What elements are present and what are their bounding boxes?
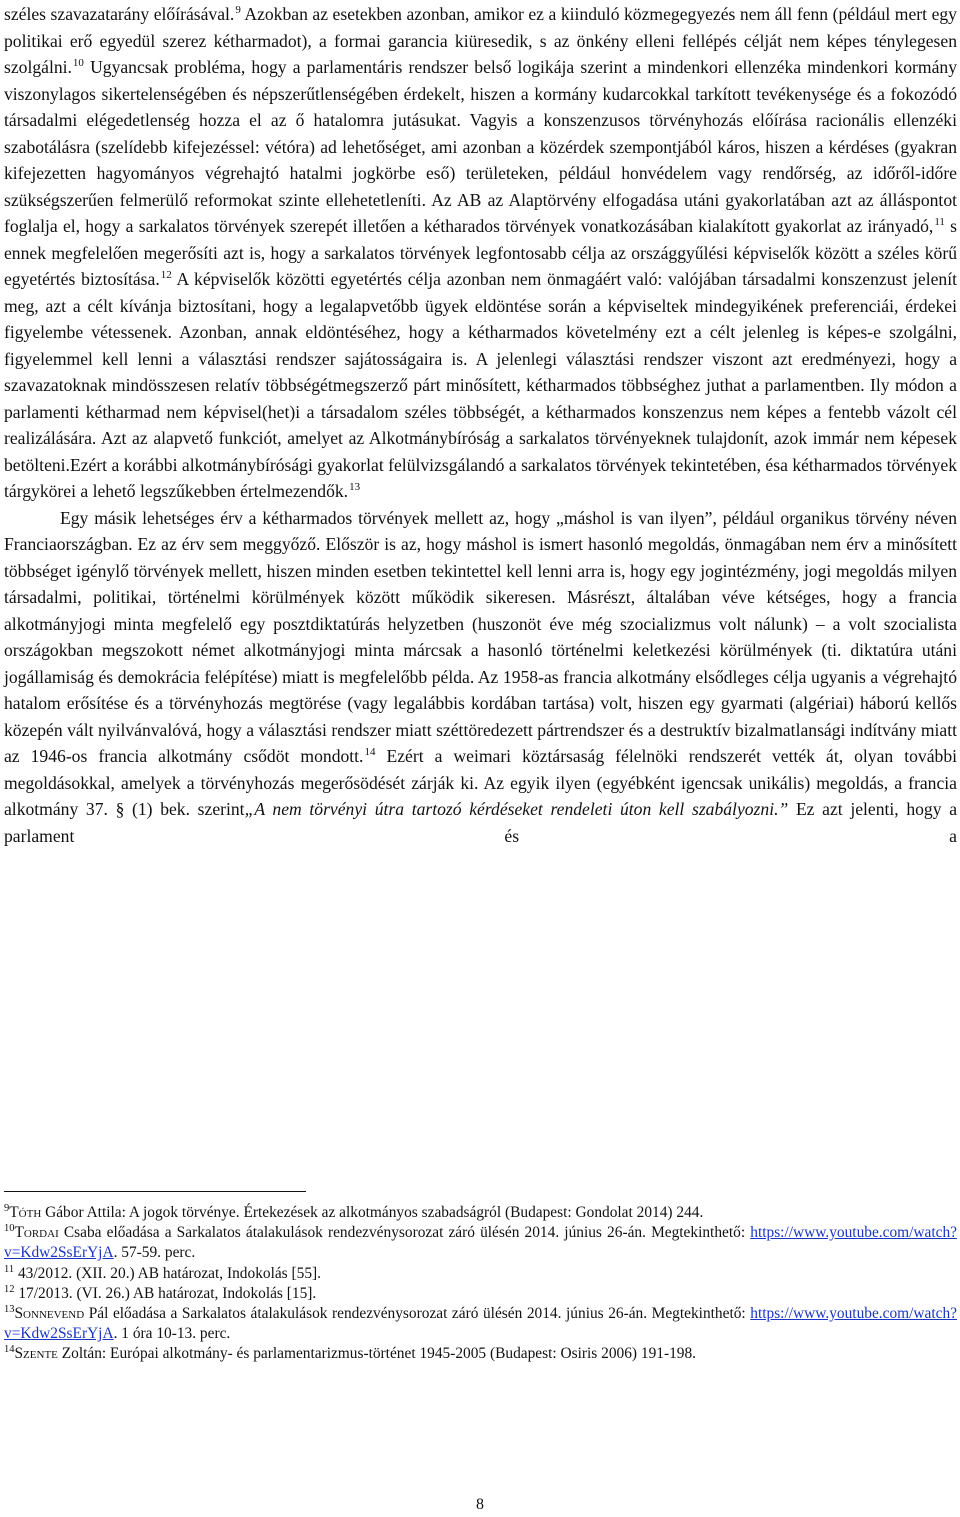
p1-text-1: széles szavazatarány előírásával. — [4, 4, 235, 24]
footnote-text-after: . 1 óra 10-13. perc. — [113, 1325, 231, 1343]
footnote-text: 17/2013. (VI. 26.) AB határozat, Indokolás [15]. — [14, 1284, 317, 1302]
p1-text-2: Azokban az esetekben azonban, amikor ez a kiinduló közmegegyezés nem áll fenn (például mert egy politikai erő egyedül szerez kétharmadot), a formai garancia kiüresedik, s az önkény elleni fellépés célját nem képes ténylegesen szolgálni. — [4, 4, 957, 77]
body-text — [4, 0, 957, 849]
video-link[interactable]: https://www.youtube.com/watch?v=Kdw2SsErYjA — [4, 1224, 957, 1262]
paragraph-1 — [4, 1, 957, 505]
footnote-author: Sonnevend — [14, 1305, 85, 1323]
footnote-author: Tóth — [9, 1204, 42, 1221]
footnote-12 — [4, 1284, 957, 1304]
footnote-number: 13 — [4, 1304, 15, 1316]
footnote-number: 14 — [4, 1344, 15, 1356]
footnote-ref-13[interactable]: 13 — [349, 481, 361, 493]
footnote-text-after: . 57-59. perc. — [113, 1244, 196, 1262]
footnote-text: Pál előadása a Sarkalatos átalakulások rendezvénysorozat záró ülésén 2014. június 26-án. Megtekinthető: — [84, 1305, 751, 1323]
footnote-14 — [4, 1344, 957, 1364]
p1-text-5: A képviselők közötti egyetértés célja azonban nem önmagáért való: valójában társadalmi konszenzust jelenít meg, azt a célt kívánja biztosítani, hogy a legalapvetőbb ügyek eldöntése során a képviseltek mindegyikének preferenciái, érdekei figyelembe vétessenek. Azonban, annak eldöntéséhez, hogy a kétharmados követelmény ezt a célt jelenleg is képes-e szolgálni, figyelemmel kell lenni a választási rendszer sajátosságaira is. A jelenlegi választási rendszer viszont azt eredményezi, hogy a szavazatoknak mindösszesen relatív többségétmegszerző párt minősített, kétharmados többséghez juthat a parlamentben. Ily módon a parlamenti kétharmad nem képvisel(het)i a társadalom széles többségét, a kétharmados konszenzus nem képes a fentebb vázolt cél realizálására. Azt az alapvető funkciót, amelyet az Alkotmánybíróság a sarkalatos törvényeknek tulajdonít, azok immár nem képesek betölteni.Ezért a korábbi alkotmánybírósági gyakorlat felülvizsgálandó a sarkalatos törvények tekintetében, ésa kétharmados törvények tárgykörei a lehető legszűkebben értelmezendők. — [4, 269, 958, 501]
footnote-ref-12[interactable]: 12 — [160, 269, 172, 281]
footnote-13 — [4, 1304, 957, 1344]
paragraph-2 — [4, 505, 957, 850]
footnote-11 — [4, 1264, 957, 1284]
p1-text-3: Ugyancsak probléma, hogy a parlamentáris rendszer belső logikája szerint a mindenkori ellenzéka mindenkori kormány viszonylagos sikertelenségében és népszerűtlenségében érdekelt, hiszen a kormány kudarcokkal tarkított tevékenysége és a fokozódó társadalmi elégedetlenség hozza el az ő hatalomra jutásukat. Vagyis a konszenzusos törvényhozás előírása racionális ellenzéki szabotálásra (szelídebb kifejezéssel: vétóra) ad lehetőséget, ami azonban a közérdek szempontjából káros, hiszen a kérdéses (gyakran kifejezetten hagyományos végrehajtó hatalmi jogkörbe eső) területeken, például honvédelem vagy rendőrség, az időről-időre szükségszerűen felmerülő reformokat szinte ellehetetleníti. Az AB az Alaptörvény elfogadása utáni gyakorlatában azt az álláspontot foglalja el, hogy a sarkalatos törvények szerepét illetően a kétharados törvények vonatkozásában kialakított gyakorlat az irányadó, — [4, 57, 957, 236]
footnote-separator — [4, 1191, 306, 1192]
footnote-author: Szente — [14, 1345, 58, 1363]
footnote-9 — [4, 1203, 957, 1223]
footnote-ref-9[interactable]: 9 — [235, 4, 241, 16]
p2-text-3: Ez azt jelenti, hogy a parlament és a — [4, 799, 957, 846]
footnote-number: 12 — [4, 1283, 15, 1295]
footnote-text: 43/2012. (XII. 20.) AB határozat, Indokolás [55]. — [14, 1264, 322, 1282]
footnote-ref-10[interactable]: 10 — [72, 57, 84, 69]
p1-text-4: s ennek megfelelően megerősíti azt is, hogy a sarkalatos törvények legfontosabb célja az országgyűlési képviselők között a széles körű egyetértés biztosítása. — [4, 216, 957, 289]
video-link[interactable]: https://www.youtube.com/watch?v=Kdw2SsErYjA — [4, 1305, 957, 1343]
footnote-ref-11[interactable]: 11 — [934, 216, 945, 228]
footnote-text: Csaba előadása a Sarkalatos átalakulások rendezvénysorozat záró ülésén 2014. június 26-án. Megtekinthető: — [58, 1224, 751, 1242]
footnotes — [4, 1203, 957, 1365]
footnote-number: 9 — [4, 1203, 10, 1214]
footnote-ref-14[interactable]: 14 — [364, 746, 376, 758]
p2-text-2: Ezért a weimari köztársaság félelnöki rendszerét vették át, olyan további megoldásokkal, amelyek a törvényhozás megerősödését zárják ki. Az egyik ilyen (egyébként igencsak unikális) megoldás, a francia alkotmány 37. § (1) bek. szerint — [4, 746, 957, 819]
p2-quote: „A nem törvényi útra tartozó kérdéseket rendeleti úton kell szabályozni.” — [244, 799, 789, 819]
p2-text-1: Egy másik lehetséges érv a kétharmados törvények mellett az, hogy „máshol is van ilyen”, például organikus törvény néven Franciaországban. Ez az érv sem meggyőző. Először is az, hogy máshol is ismert hasonló megoldás, önmagában nem érv a minősített többséget igénylő törvények mellett, hiszen minden esetben tekintettel kell lenni arra is, hogy egy jogintézmény, jogi megoldás milyen társadalmi, politikai, történelmi körülmények között működik sikeresen. Másrészt, általában véve kétséges, hogy a francia alkotmányjogi minta megfelelő egy posztdiktatúrás helyzetben (huszonöt éve még szocializmus volt nálunk) – a volt szocialista országokban megszokott német alkotmányjogi minta márcsak a hasonló történelmi keletkezési körülmények (ti. diktatúra utáni jogállamiság és demokrácia felépítése) miatt is megfelelőbb példa. Az 1958-as francia alkotmány elsődleges célja ugyanis a végrehajtó hatalom erősítése és a törvényhozás megtörése (vagy legalábbis kordában tartása) volt, hiszen egy gyarmati (algériai) háború kellős közepén vált nyilvánvalóvá, hogy a választási rendszer miatt széttöredezett pártrendszer és a destruktív bizalmatlansági indítvány miatt az 1946-os francia alkotmány csődöt mondott. — [4, 507, 957, 766]
document-page — [4, 0, 957, 849]
footnote-text: Zoltán: Európai alkotmány- és parlamentarizmus-történet 1945-2005 (Budapest: Osiris 2006) 191-198. — [57, 1345, 697, 1363]
footnote-10 — [4, 1223, 957, 1263]
footnote-number: 10 — [4, 1223, 15, 1235]
footnote-author: Tordai — [14, 1224, 59, 1242]
footnote-text: Gábor Attila: A jogok törvénye. Értekezések az alkotmányos szabadságról (Budapest: Gondolat 2014) 244. — [41, 1204, 704, 1221]
footnote-number: 11 — [4, 1263, 15, 1275]
page-number: 8 — [476, 1496, 484, 1513]
